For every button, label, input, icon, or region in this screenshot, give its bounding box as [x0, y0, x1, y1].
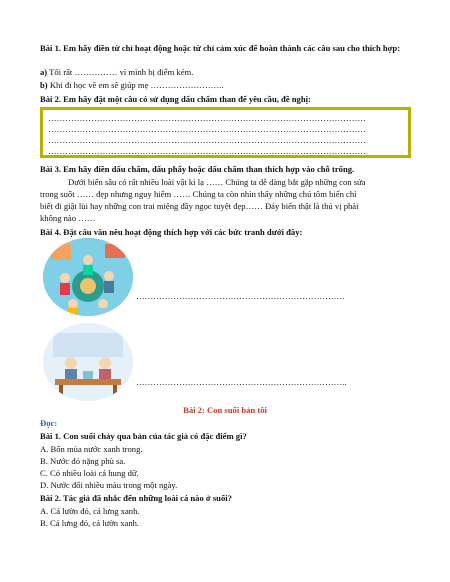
exercise-4-answer-line-1: ……………………………………………………………….: [136, 291, 345, 301]
exercise-2-title: Bài 2. Em hãy đặt một câu có sử dụng dấu chấm than để yêu cầu, đề nghị:: [40, 94, 311, 104]
answer-line: …………………………………………………………………………………………………: [48, 113, 366, 123]
reading-label: Đọc:: [40, 418, 58, 428]
question-2-option: B. Cá lưng đỏ, cá lườn xanh.: [40, 518, 140, 528]
item-b-text: Khi đi học về em sẽ giúp mẹ ……………………..: [49, 80, 224, 90]
item-a-label: a): [40, 67, 48, 77]
answer-line: …………………………………………………………………………………………………: [48, 135, 366, 145]
exercise-4-title: Bài 4. Đặt câu văn nêu hoạt động thích hợp với các bức tranh dưới đây:: [40, 227, 303, 237]
exercise-3-para-line: không nào ……: [40, 213, 96, 223]
question-1-option: D. Nước đổi nhiều màu trong một ngày.: [40, 480, 178, 490]
item-b-label: b): [40, 80, 48, 90]
exercise-3-para-line: biết đi giật lùi hay những con trai miệng đầy ngọc tuyệt đẹp…… Đáy biển thật là thú vị phải: [40, 201, 359, 211]
classroom-illustration: [43, 238, 133, 316]
exercise-3-title: Bài 3. Em hãy điền dấu chấm, dấu phẩy hoặc dấu chấm than thích hợp vào chỗ trống.: [40, 164, 355, 174]
classroom-picture: [43, 238, 133, 316]
answer-line: …………………………………………………………………………………………………: [48, 146, 366, 156]
exercise-1-item-b: [40, 80, 224, 91]
exercise-3-para-line: Dưới biển sâu có rất nhiều loài vật kì lạ …… Chúng ta dễ dàng bắt gặp những con sứa: [68, 177, 366, 187]
question-1-title: Bài 1. Con suối chảy qua bản của tác giả có đặc điểm gì?: [40, 431, 247, 441]
answer-box: [40, 107, 411, 158]
exercise-1-item-a: [40, 67, 193, 78]
study-picture: [43, 323, 133, 401]
answer-line: …………………………………………………………………………………………………: [48, 124, 366, 134]
question-2-title: Bài 2. Tác giả đã nhắc đến những loài cá nào ở suối?: [40, 493, 232, 503]
exercise-1-title: Bài 1. Em hãy điền từ chỉ hoạt động hoặc từ chỉ cảm xúc để hoàn thành các câu sau cho thích hợp:: [40, 43, 401, 53]
question-1-option: C. Có nhiều loài cá hung dữ.: [40, 468, 139, 478]
exercise-3-para-line: trong suốt …… đẹp nhưng nguy hiểm …… Chúng ta còn nhìn thấy những chú tôm biển chỉ: [40, 189, 357, 199]
study-illustration: [43, 323, 133, 401]
section-heading: Bài 2: Con suối bản tôi: [183, 405, 267, 415]
item-a-text: Tôi rất …………… vì mình bị điểm kém.: [49, 67, 194, 77]
question-2-option: A. Cá lườn đỏ, cá lưng xanh.: [40, 506, 140, 516]
question-1-option: A. Bốn mùa nước xanh trong.: [40, 444, 143, 454]
question-1-option: B. Nước đỏ nặng phù sa.: [40, 456, 126, 466]
exercise-4-answer-line-2: ………………………………………………………………..: [136, 377, 347, 387]
